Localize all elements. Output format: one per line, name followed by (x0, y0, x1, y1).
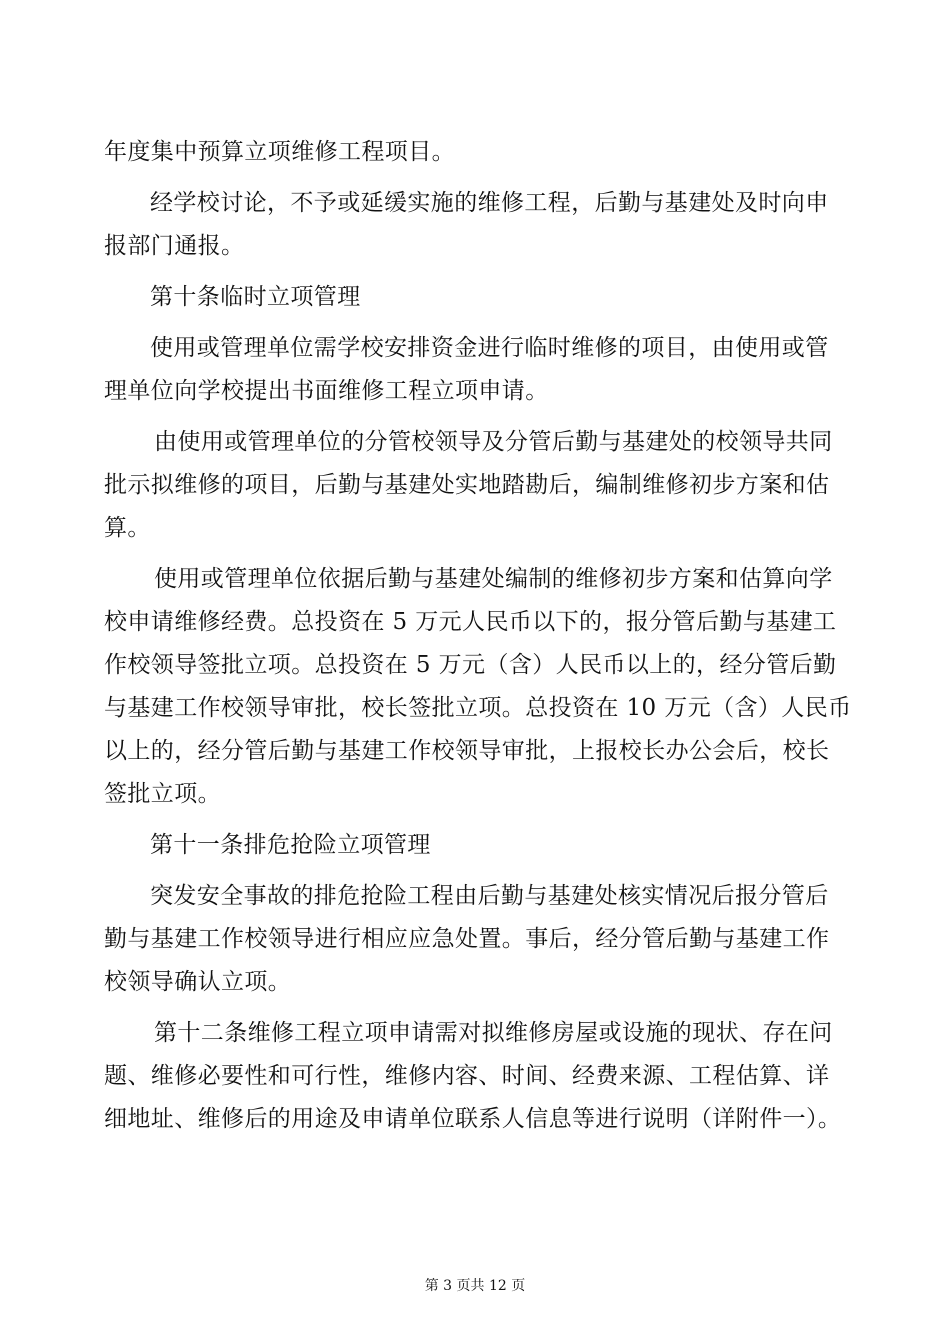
text-line: 校申请维修经费。总投资在 5 万元人民币以下的，报分管后勤与基建工 (104, 609, 837, 635)
text-line: 报部门通报。 (104, 233, 245, 259)
section-heading: 第十条临时立项管理 (150, 284, 361, 310)
text-line: 年度集中预算立项维修工程项目。 (104, 139, 455, 165)
text-line: 校领导确认立项。 (104, 969, 292, 995)
text-line: 理单位向学校提出书面维修工程立项申请。 (104, 378, 549, 404)
text-line: 细地址、维修后的用途及申请单位联系人信息等进行说明（详附件一）。 (104, 1106, 842, 1132)
text-line: 使用或管理单位需学校安排资金进行临时维修的项目，由使用或管 (150, 335, 829, 361)
text-line: 作校领导签批立项。总投资在 5 万元（含）人民币以上的，经分管后勤 (104, 652, 837, 678)
text-line: 突发安全事故的排危抢险工程由后勤与基建处核实情况后报分管后 (150, 883, 829, 909)
text-line: 题、维修必要性和可行性，维修内容、时间、经费来源、工程估算、详 (104, 1063, 830, 1089)
text-line: 使用或管理单位依据后勤与基建处编制的维修初步方案和估算向学 (154, 566, 833, 592)
section-heading: 第十一条排危抢险立项管理 (150, 832, 431, 858)
text-line: 签批立项。 (104, 781, 221, 807)
page-number: 第 3 页共 12 页 (424, 1278, 526, 1294)
text-line: 以上的，经分管后勤与基建工作校领导审批，上报校长办公会后，校长 (104, 738, 830, 764)
text-line: 勤与基建工作校领导进行相应应急处置。事后，经分管后勤与基建工作 (104, 926, 830, 952)
text-line: 与基建工作校领导审批，校长签批立项。总投资在 10 万元（含）人民币 (104, 695, 852, 721)
text-line: 算。 (104, 515, 151, 541)
text-line: 经学校讨论，不予或延缓实施的维修工程，后勤与基建处及时向申 (150, 190, 829, 216)
text-line: 批示拟维修的项目，后勤与基建处实地踏勘后，编制维修初步方案和估 (104, 472, 830, 498)
text-line: 由使用或管理单位的分管校领导及分管后勤与基建处的校领导共同 (154, 429, 833, 455)
text-line: 第十二条维修工程立项申请需对拟维修房屋或设施的现状、存在问 (154, 1020, 833, 1046)
